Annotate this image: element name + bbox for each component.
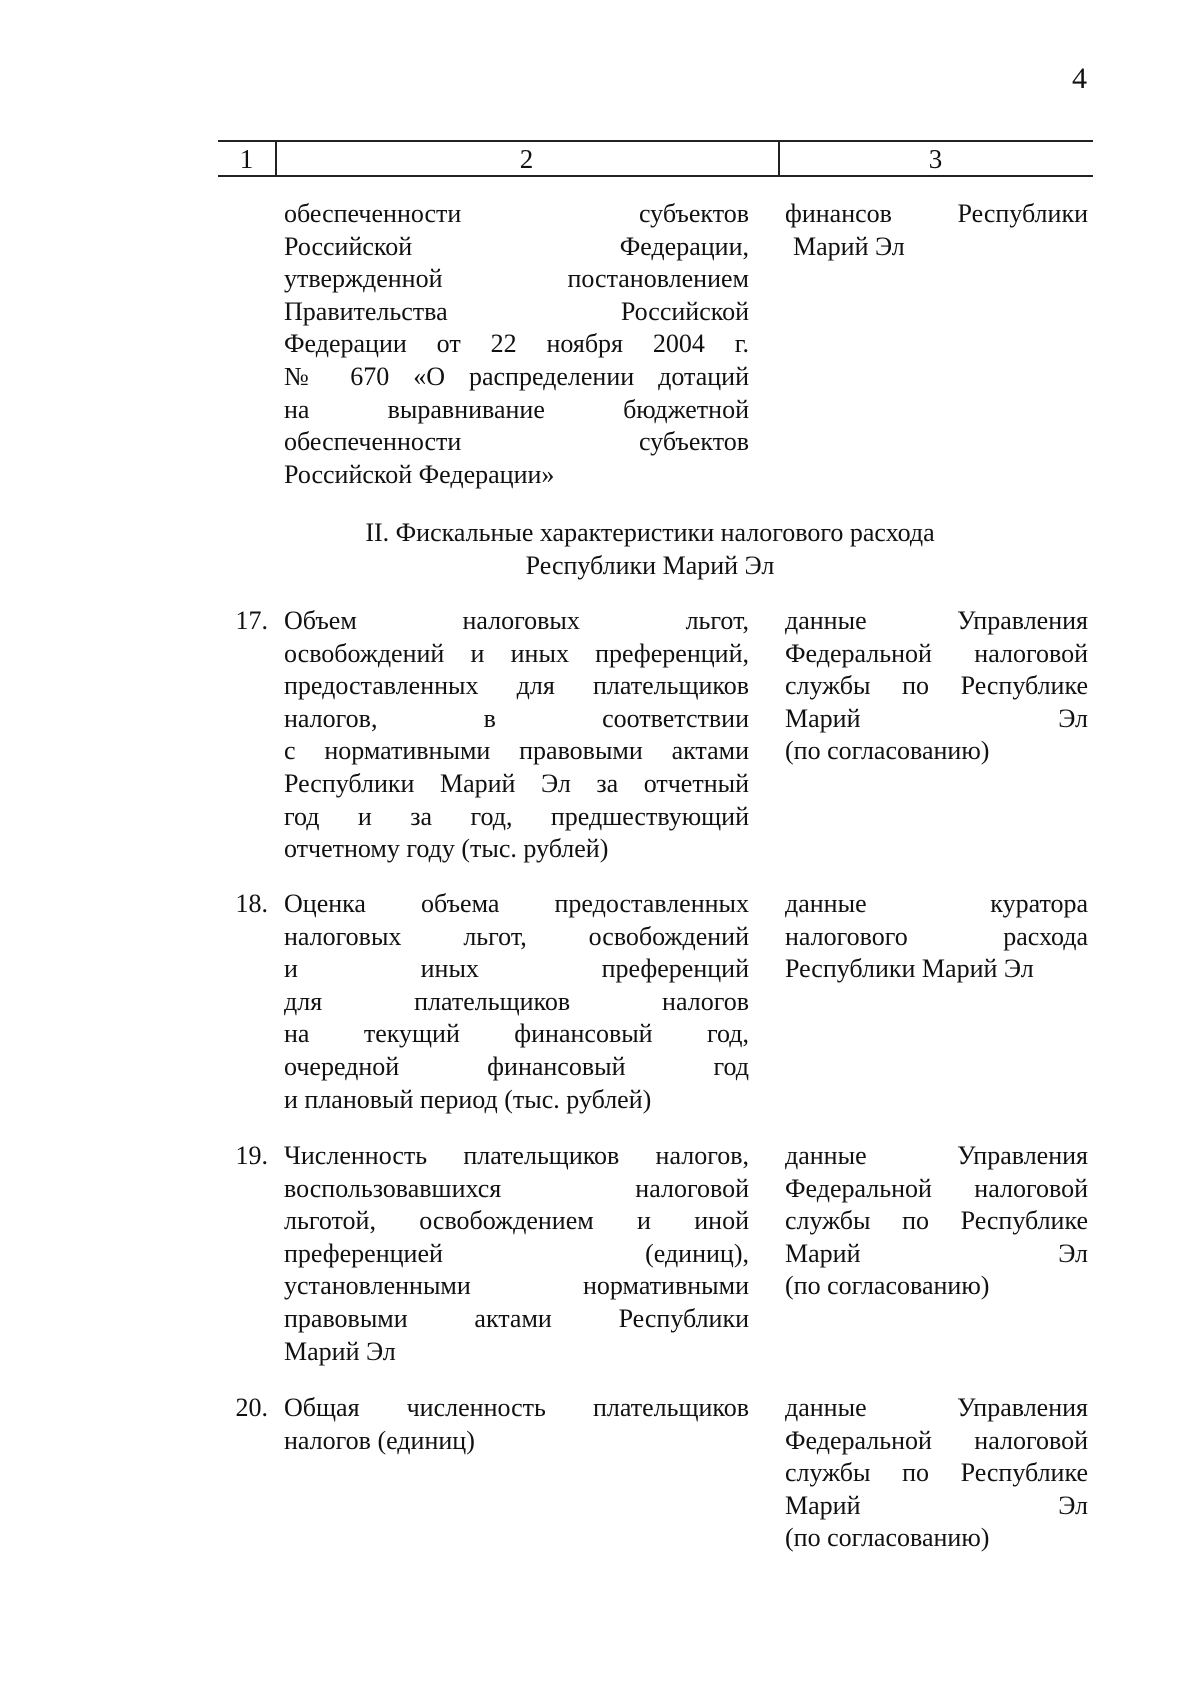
text-line: службы по Республике <box>785 671 1088 701</box>
text-line: данные Управления <box>785 1141 1088 1170</box>
text-line: Федерации от 22 ноября 2004 г. <box>284 329 749 359</box>
text-line: Федеральной налоговой <box>785 1173 1088 1203</box>
column-header-1: 1 <box>239 144 254 174</box>
text-line: освобождений и иных преференций, <box>284 638 749 668</box>
text-line: налогового расхода <box>785 921 1088 951</box>
column-header-2: 2 <box>519 144 534 174</box>
text-line: данные Управления <box>785 1393 1088 1422</box>
text-line: финансов Республики <box>785 199 1088 228</box>
text-line: с нормативными правовыми актами <box>284 736 749 766</box>
text-line: налогов, в соответствии <box>284 703 749 733</box>
text-line: Республики Марий Эл <box>785 954 1034 984</box>
text-line: и плановый период (тыс. рублей) <box>284 1084 652 1114</box>
text-line: службы по Республике <box>785 1206 1088 1236</box>
text-line: Марий Эл <box>793 231 905 261</box>
text-line: преференцией (единиц), <box>284 1238 749 1268</box>
text-line: правовыми актами Республики <box>284 1303 749 1333</box>
text-line: отчетному году (тыс. рублей) <box>284 834 609 864</box>
row-source <box>785 605 1088 768</box>
section-title <box>300 517 1000 582</box>
text-line: Объем налоговых льгот, <box>284 606 749 635</box>
column-header-row <box>218 140 1093 177</box>
text-line: Российской Федерации» <box>284 459 555 489</box>
section-title-line: Республики Марий Эл <box>525 550 775 580</box>
row-description <box>284 888 749 1116</box>
text-line: воспользовавшихся налоговой <box>284 1173 749 1203</box>
row-description <box>284 1140 749 1368</box>
text-line: на выравнивание бюджетной <box>284 394 749 424</box>
text-line: Российской Федерации, <box>284 231 749 261</box>
column-header-3: 3 <box>928 144 943 174</box>
text-line: обеспеченности субъектов <box>284 427 749 457</box>
row-description <box>284 1392 749 1457</box>
row-number: 20. <box>235 1393 268 1422</box>
section-title-line: II. Фискальные характеристики налогового расхода <box>365 518 935 547</box>
text-line: Правительства Российской <box>284 296 749 326</box>
row-number: 17. <box>235 606 268 635</box>
text-line: службы по Республике <box>785 1458 1088 1488</box>
text-line: Федеральной налоговой <box>785 1425 1088 1455</box>
continuation-description <box>284 198 749 491</box>
text-line: Общая численность плательщиков <box>284 1393 749 1422</box>
text-line: установленными нормативными <box>284 1271 749 1301</box>
text-line: обеспеченности субъектов <box>284 199 749 228</box>
text-line: Марий Эл <box>785 1238 1088 1268</box>
text-line: Численность плательщиков налогов, <box>284 1141 749 1170</box>
text-line: данные куратора <box>785 889 1088 918</box>
text-line: (по согласованию) <box>785 736 990 766</box>
text-line: утвержденной постановлением <box>284 264 749 294</box>
text-line: № 670 «О распределении дотаций <box>284 361 749 391</box>
text-line: Федеральной налоговой <box>785 638 1088 668</box>
text-line: на текущий финансовый год, <box>284 1019 749 1049</box>
continuation-source <box>785 198 1088 263</box>
text-line: Республики Марий Эл за отчетный <box>284 768 749 798</box>
text-line: (по согласованию) <box>785 1523 990 1553</box>
page-number: 4 <box>1072 62 1087 95</box>
text-line: предоставленных для плательщиков <box>284 671 749 701</box>
row-description <box>284 605 749 866</box>
text-line: для плательщиков налогов <box>284 986 749 1016</box>
row-number: 19. <box>235 1141 268 1170</box>
row-source <box>785 888 1088 986</box>
text-line: данные Управления <box>785 606 1088 635</box>
text-line: (по согласованию) <box>785 1271 990 1301</box>
text-line: Оценка объема предоставленных <box>284 889 749 918</box>
text-line: льготой, освобождением и иной <box>284 1206 749 1236</box>
text-line: Марий Эл <box>785 703 1088 733</box>
text-line: налоговых льгот, освобождений <box>284 921 749 951</box>
text-line: и иных преференций <box>284 954 749 984</box>
text-line: Марий Эл <box>284 1336 396 1366</box>
text-line: Марий Эл <box>785 1490 1088 1520</box>
row-source <box>785 1392 1088 1555</box>
text-line: год и за год, предшествующий <box>284 801 749 831</box>
text-line: очередной финансовый год <box>284 1051 749 1081</box>
text-line: налогов (единиц) <box>284 1425 475 1455</box>
row-number: 18. <box>235 889 268 918</box>
row-source <box>785 1140 1088 1303</box>
